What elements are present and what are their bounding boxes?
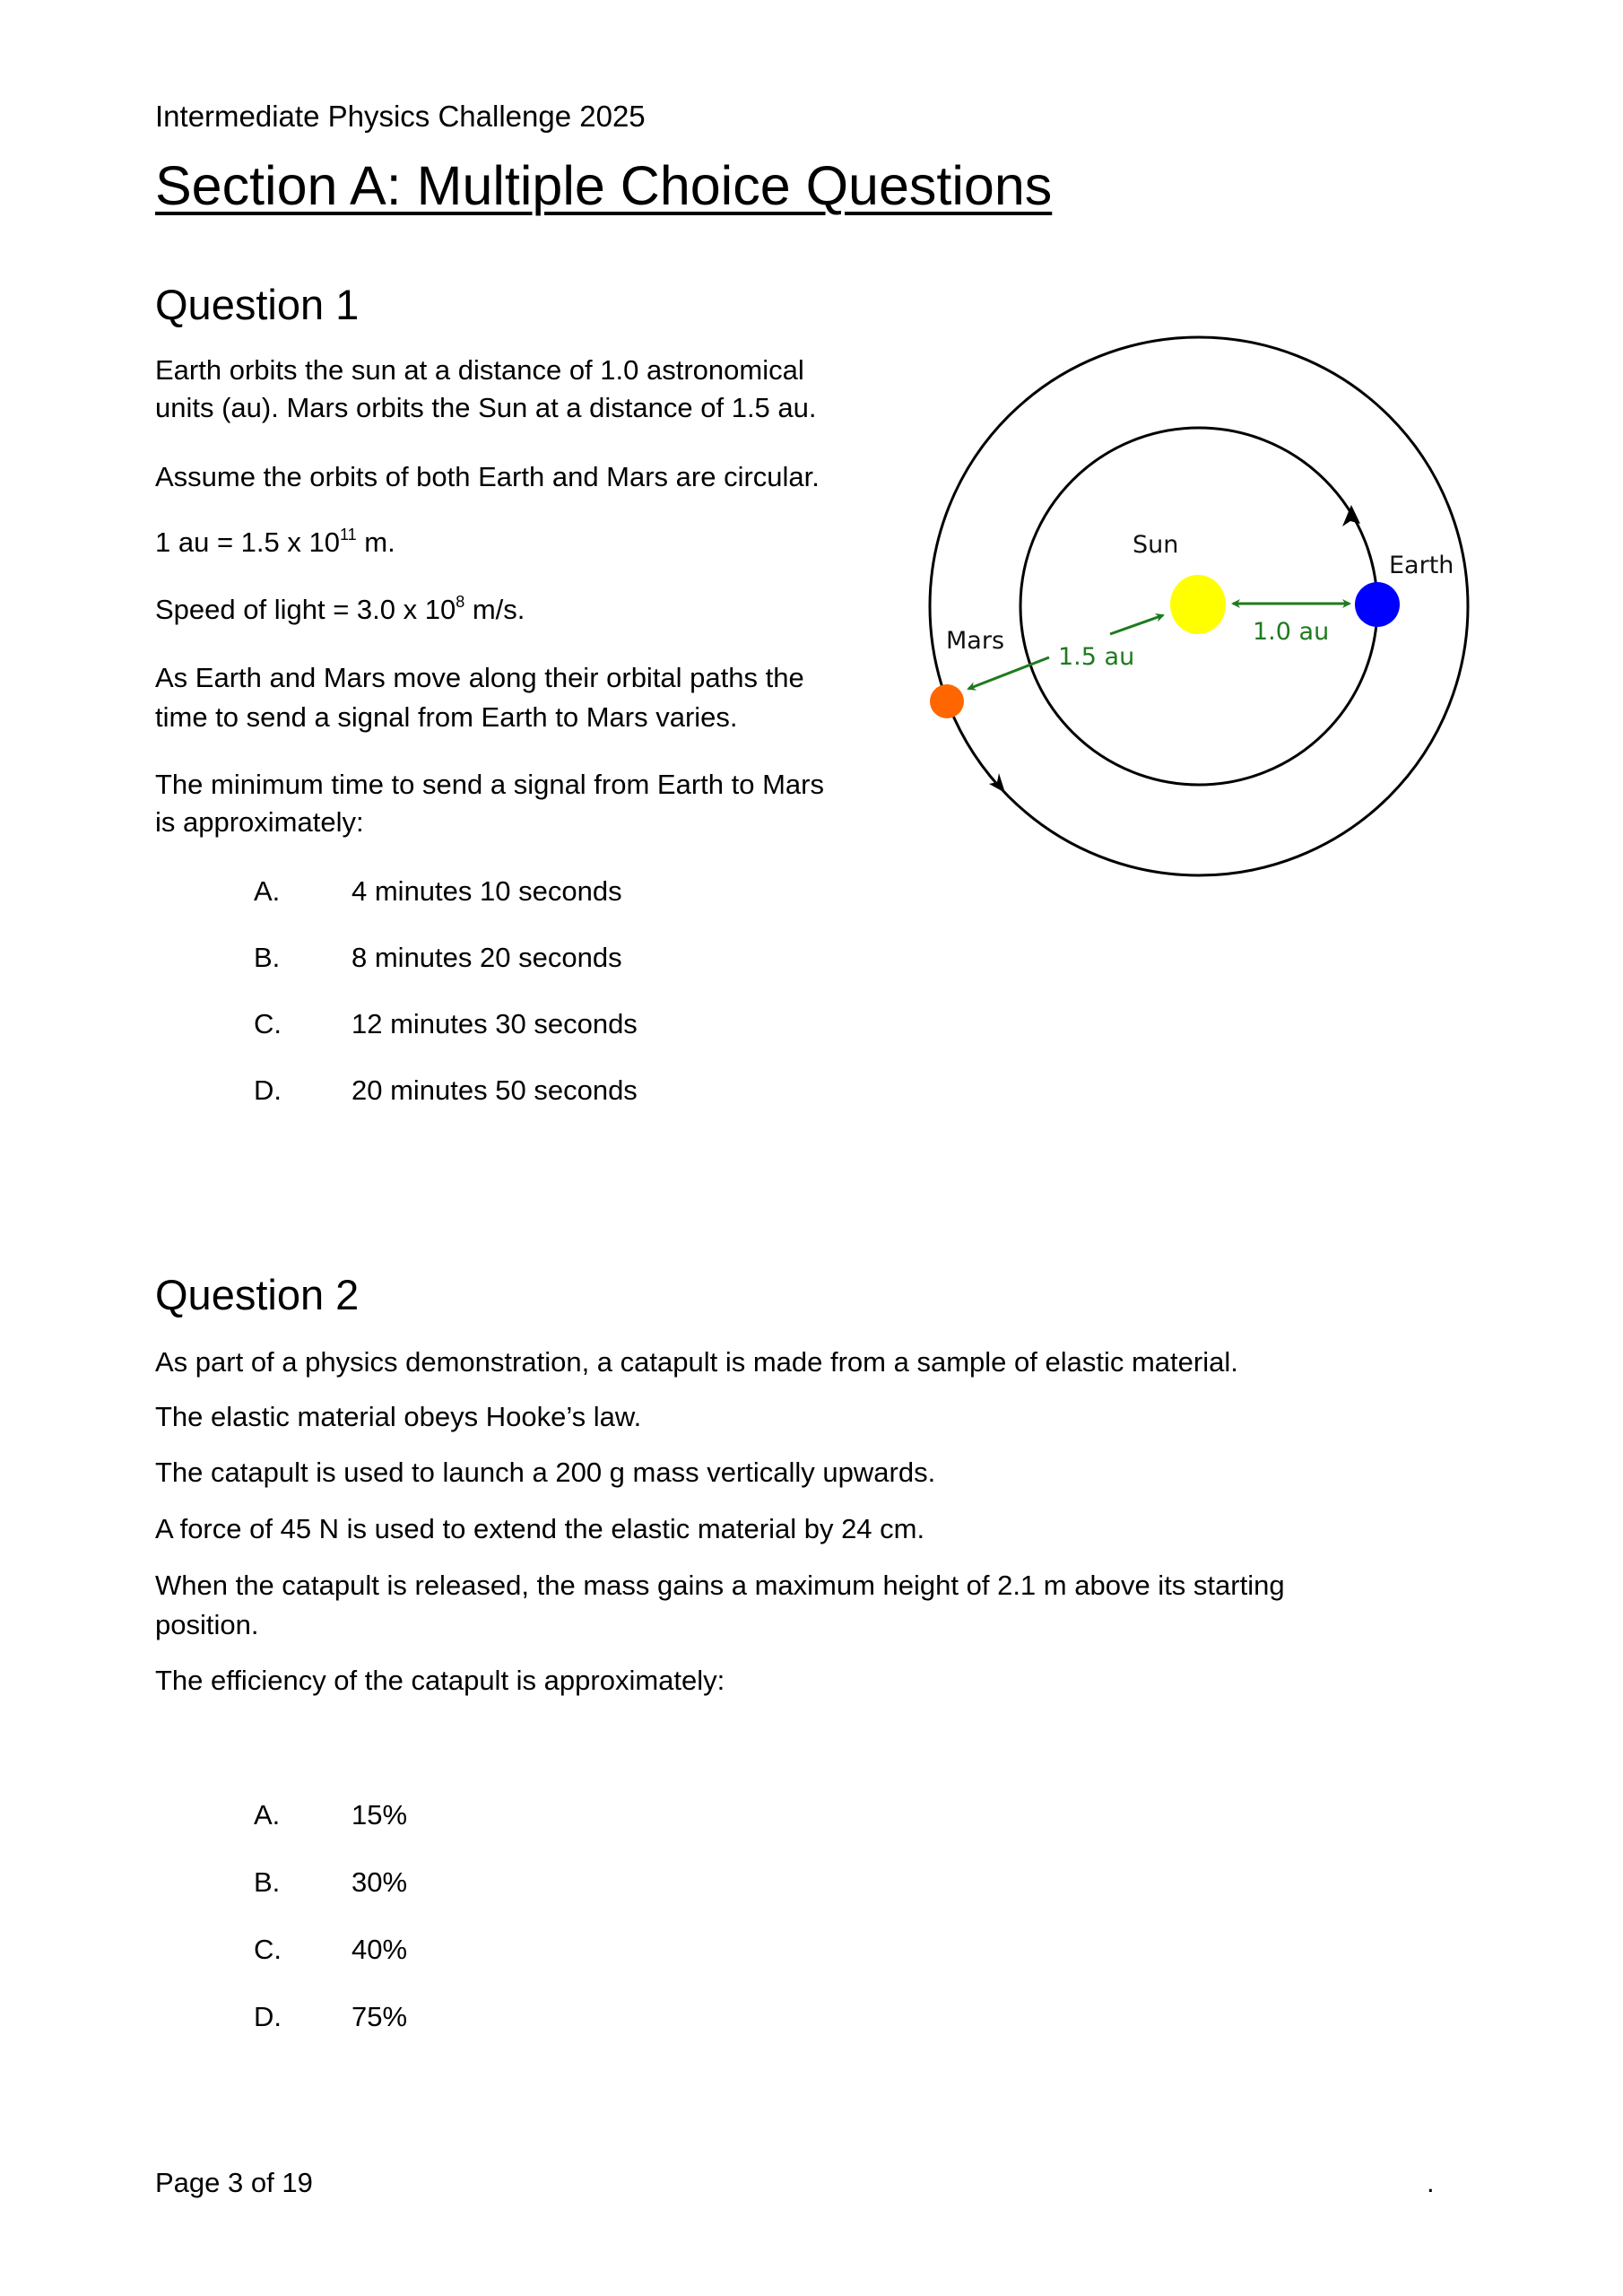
option-letter: A. — [254, 1799, 281, 1831]
option-letter: D. — [254, 2001, 282, 2032]
option-text: 30% — [352, 1866, 408, 1898]
question-2-text-line: position. — [155, 1609, 259, 1640]
au-definition-base: 1 au = 1.5 x 10 — [155, 526, 340, 558]
earth-label: Earth — [1389, 552, 1454, 579]
option-text: 15% — [352, 1799, 408, 1831]
question-2-prompt: The efficiency of the catapult is approximately: — [155, 1665, 725, 1696]
question-2-text-line: A force of 45 N is used to extend the elastic material by 24 cm. — [155, 1513, 925, 1544]
earth-distance-label: 1.0 au — [1253, 618, 1330, 646]
speed-of-light-unit: m/s. — [464, 594, 525, 625]
option-letter: C. — [254, 1934, 282, 1965]
question-1-prompt: is approximately: — [155, 806, 364, 838]
option-text: 40% — [352, 1934, 408, 1965]
question-1-text-line: Earth orbits the sun at a distance of 1.0 astronomical — [155, 354, 804, 386]
competition-header: Intermediate Physics Challenge 2025 — [155, 100, 646, 133]
option-letter: D. — [254, 1074, 282, 1106]
mars-distance-label: 1.5 au — [1058, 643, 1135, 671]
option-text: 4 minutes 10 seconds — [352, 875, 622, 907]
question-2-text-line: The catapult is used to launch a 200 g mass vertically upwards. — [155, 1457, 936, 1488]
mars-distance-arrow-to-sun-icon — [1110, 615, 1163, 634]
sun-icon — [1170, 575, 1226, 634]
speed-of-light-base: Speed of light = 3.0 x 10 — [155, 594, 456, 625]
earth-icon — [1355, 582, 1400, 627]
question-1-text-line: Assume the orbits of both Earth and Mars are circular. — [155, 461, 820, 492]
question-1-text-line: units (au). Mars orbits the Sun at a distance of 1.5 au. — [155, 392, 817, 423]
question-2-text-line: As part of a physics demonstration, a catapult is made from a sample of elastic material. — [155, 1346, 1238, 1378]
question-2-text-line: The elastic material obeys Hooke’s law. — [155, 1401, 642, 1432]
mars-icon — [930, 684, 964, 718]
footer-mark: . — [1427, 2167, 1435, 2198]
question-1-heading: Question 1 — [155, 281, 360, 328]
option-letter: A. — [254, 875, 281, 907]
option-text: 8 minutes 20 seconds — [352, 942, 622, 973]
mars-label: Mars — [946, 627, 1005, 655]
orbit-diagram — [0, 0, 1623, 906]
option-text: 75% — [352, 2001, 408, 2032]
speed-of-light-exponent: 8 — [456, 593, 465, 611]
option-letter: B. — [254, 942, 281, 973]
page-number: Page 3 of 19 — [155, 2167, 313, 2198]
question-2-text-line: When the catapult is released, the mass gains a maximum height of 2.1 m above its starting — [155, 1570, 1285, 1601]
au-definition-exponent: 11 — [339, 526, 357, 544]
question-1-text-line: As Earth and Mars move along their orbital paths the — [155, 662, 804, 693]
section-title: Section A: Multiple Choice Questions — [155, 155, 1053, 216]
option-text: 12 minutes 30 seconds — [352, 1008, 638, 1039]
option-letter: C. — [254, 1008, 282, 1039]
au-definition-unit: m. — [356, 526, 395, 558]
sun-label: Sun — [1133, 531, 1179, 559]
option-text: 20 minutes 50 seconds — [352, 1074, 638, 1106]
question-1-text-line: The minimum time to send a signal from Earth to Mars — [155, 769, 824, 800]
option-letter: B. — [254, 1866, 281, 1898]
question-1-text-line: time to send a signal from Earth to Mars varies. — [155, 701, 738, 733]
question-2-heading: Question 2 — [155, 1271, 360, 1318]
